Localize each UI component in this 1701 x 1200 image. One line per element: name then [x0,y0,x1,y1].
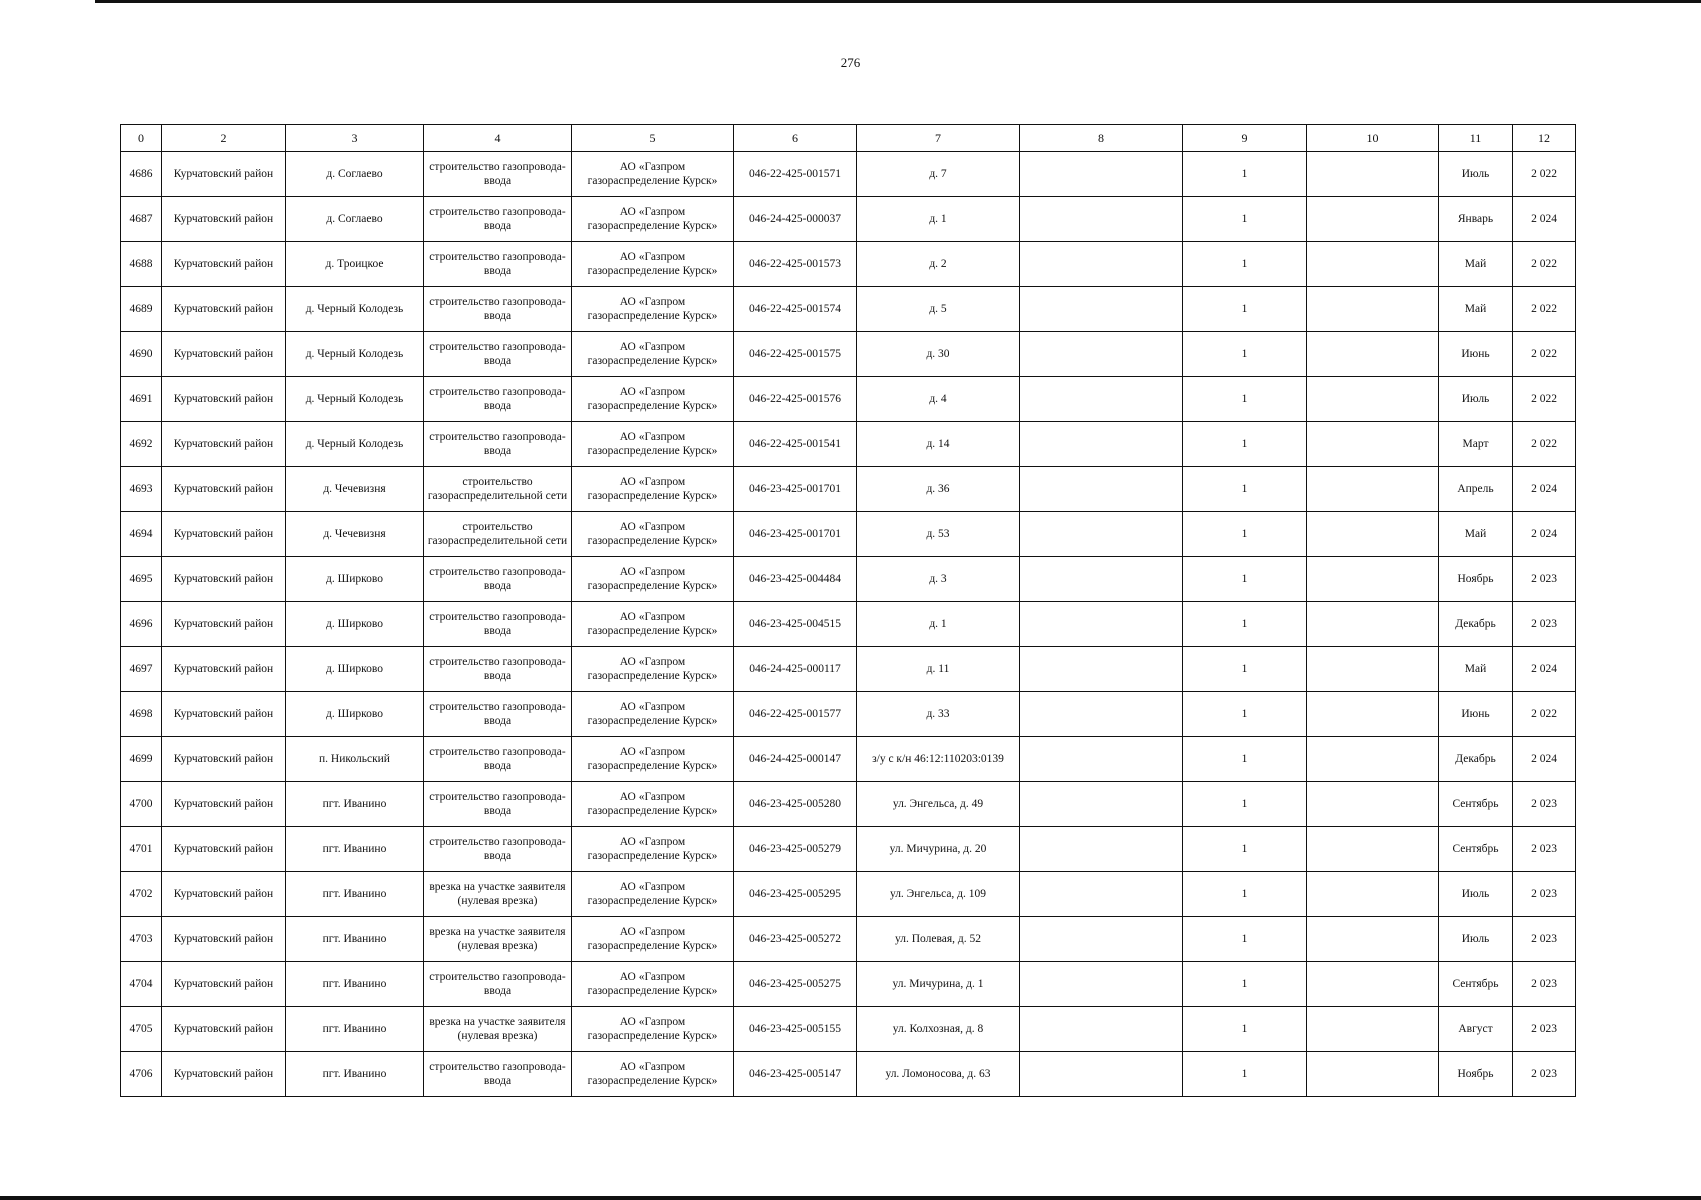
cell-application-number: 046-22-425-001576 [734,377,857,422]
cell-work-type: строительство газопровода-ввода [424,152,572,197]
table-row [121,827,1576,872]
cell-year: 2 023 [1513,962,1576,1007]
cell-settlement: д. Троицкое [286,242,424,287]
cell-address: ул. Колхозная, д. 8 [857,1007,1020,1052]
table-row [121,287,1576,332]
cell-work-type: строительство газопровода-ввода [424,962,572,1007]
cell-organization: АО «Газпром газораспределение Курск» [572,692,734,737]
cell-work-type: строительство газопровода-ввода [424,197,572,242]
cell-col-10 [1307,197,1439,242]
cell-district: Курчатовский район [162,1007,286,1052]
table-row [121,377,1576,422]
cell-col-8 [1020,872,1183,917]
cell-row-number: 4691 [121,377,162,422]
cell-col-10 [1307,377,1439,422]
cell-row-number: 4705 [121,1007,162,1052]
cell-col-10 [1307,692,1439,737]
cell-month: Июль [1439,377,1513,422]
cell-col-10 [1307,287,1439,332]
cell-quantity: 1 [1183,1007,1307,1052]
cell-settlement: пгт. Иванино [286,782,424,827]
scan-edge-bottom [0,1196,1701,1200]
cell-settlement: пгт. Иванино [286,962,424,1007]
table-row [121,197,1576,242]
cell-district: Курчатовский район [162,872,286,917]
column-header: 6 [734,125,857,152]
cell-address: д. 1 [857,197,1020,242]
cell-address: д. 14 [857,422,1020,467]
table-body [121,152,1576,1097]
cell-year: 2 023 [1513,782,1576,827]
cell-application-number: 046-22-425-001575 [734,332,857,377]
cell-col-10 [1307,152,1439,197]
cell-month: Март [1439,422,1513,467]
cell-col-10 [1307,1052,1439,1097]
cell-work-type: строительство газопровода-ввода [424,737,572,782]
cell-col-10 [1307,647,1439,692]
cell-settlement: пгт. Иванино [286,1052,424,1097]
cell-col-8 [1020,782,1183,827]
cell-row-number: 4706 [121,1052,162,1097]
cell-month: Июль [1439,917,1513,962]
cell-quantity: 1 [1183,242,1307,287]
cell-organization: АО «Газпром газораспределение Курск» [572,287,734,332]
cell-organization: АО «Газпром газораспределение Курск» [572,872,734,917]
cell-district: Курчатовский район [162,332,286,377]
cell-col-8 [1020,557,1183,602]
cell-month: Июль [1439,872,1513,917]
table-row [121,1052,1576,1097]
cell-settlement: пгт. Иванино [286,827,424,872]
page-number: 276 [840,55,861,70]
cell-month: Июнь [1439,332,1513,377]
cell-year: 2 022 [1513,692,1576,737]
cell-col-10 [1307,737,1439,782]
cell-quantity: 1 [1183,647,1307,692]
cell-application-number: 046-24-425-000117 [734,647,857,692]
cell-quantity: 1 [1183,1052,1307,1097]
cell-settlement: д. Черный Колодезь [286,422,424,467]
cell-organization: АО «Газпром газораспределение Курск» [572,197,734,242]
cell-application-number: 046-22-425-001577 [734,692,857,737]
cell-organization: АО «Газпром газораспределение Курск» [572,737,734,782]
column-header: 0 [121,125,162,152]
cell-application-number: 046-23-425-005295 [734,872,857,917]
cell-quantity: 1 [1183,377,1307,422]
cell-organization: АО «Газпром газораспределение Курск» [572,602,734,647]
table-row [121,467,1576,512]
cell-address: д. 1 [857,602,1020,647]
cell-application-number: 046-24-425-000147 [734,737,857,782]
cell-organization: АО «Газпром газораспределение Курск» [572,242,734,287]
cell-quantity: 1 [1183,692,1307,737]
cell-col-10 [1307,467,1439,512]
cell-col-8 [1020,827,1183,872]
table-row [121,872,1576,917]
cell-col-10 [1307,827,1439,872]
cell-organization: АО «Газпром газораспределение Курск» [572,467,734,512]
table-row [121,737,1576,782]
cell-month: Сентябрь [1439,827,1513,872]
cell-district: Курчатовский район [162,197,286,242]
table-row [121,602,1576,647]
cell-quantity: 1 [1183,467,1307,512]
cell-row-number: 4695 [121,557,162,602]
cell-application-number: 046-23-425-005275 [734,962,857,1007]
cell-district: Курчатовский район [162,377,286,422]
cell-district: Курчатовский район [162,242,286,287]
cell-row-number: 4704 [121,962,162,1007]
cell-organization: АО «Газпром газораспределение Курск» [572,512,734,557]
cell-settlement: п. Никольский [286,737,424,782]
cell-settlement: д. Соглаево [286,152,424,197]
cell-work-type: строительство газопровода-ввода [424,422,572,467]
cell-district: Курчатовский район [162,512,286,557]
cell-row-number: 4692 [121,422,162,467]
cell-quantity: 1 [1183,782,1307,827]
table-row [121,332,1576,377]
cell-col-8 [1020,962,1183,1007]
cell-year: 2 024 [1513,197,1576,242]
cell-year: 2 022 [1513,332,1576,377]
cell-application-number: 046-23-425-001701 [734,512,857,557]
cell-address: ул. Энгельса, д. 109 [857,872,1020,917]
cell-district: Курчатовский район [162,1052,286,1097]
cell-quantity: 1 [1183,152,1307,197]
cell-row-number: 4686 [121,152,162,197]
cell-col-10 [1307,512,1439,557]
cell-year: 2 024 [1513,647,1576,692]
cell-work-type: строительство газопровода-ввода [424,1052,572,1097]
cell-district: Курчатовский район [162,962,286,1007]
cell-application-number: 046-23-425-005280 [734,782,857,827]
cell-month: Ноябрь [1439,1052,1513,1097]
table-row [121,1007,1576,1052]
column-header: 2 [162,125,286,152]
cell-work-type: строительство газопровода-ввода [424,377,572,422]
cell-application-number: 046-22-425-001574 [734,287,857,332]
cell-district: Курчатовский район [162,647,286,692]
cell-settlement: д. Чечевизня [286,467,424,512]
cell-organization: АО «Газпром газораспределение Курск» [572,377,734,422]
cell-row-number: 4700 [121,782,162,827]
cell-organization: АО «Газпром газораспределение Курск» [572,827,734,872]
cell-col-10 [1307,782,1439,827]
cell-quantity: 1 [1183,602,1307,647]
cell-organization: АО «Газпром газораспределение Курск» [572,422,734,467]
cell-address: ул. Энгельса, д. 49 [857,782,1020,827]
cell-settlement: д. Черный Колодезь [286,287,424,332]
cell-district: Курчатовский район [162,782,286,827]
cell-col-10 [1307,917,1439,962]
cell-col-10 [1307,332,1439,377]
cell-month: Май [1439,647,1513,692]
cell-year: 2 022 [1513,377,1576,422]
cell-quantity: 1 [1183,827,1307,872]
cell-quantity: 1 [1183,422,1307,467]
column-header: 8 [1020,125,1183,152]
table-row [121,242,1576,287]
cell-month: Ноябрь [1439,557,1513,602]
cell-district: Курчатовский район [162,287,286,332]
cell-address: д. 11 [857,647,1020,692]
column-header: 9 [1183,125,1307,152]
cell-address: ул. Мичурина, д. 20 [857,827,1020,872]
cell-settlement: д. Черный Колодезь [286,332,424,377]
cell-settlement: пгт. Иванино [286,872,424,917]
cell-year: 2 023 [1513,827,1576,872]
register-table [120,124,1576,1097]
cell-col-8 [1020,377,1183,422]
cell-col-8 [1020,332,1183,377]
cell-year: 2 024 [1513,512,1576,557]
column-header: 10 [1307,125,1439,152]
cell-month: Май [1439,287,1513,332]
cell-district: Курчатовский район [162,602,286,647]
cell-col-8 [1020,737,1183,782]
cell-application-number: 046-23-425-004484 [734,557,857,602]
cell-organization: АО «Газпром газораспределение Курск» [572,647,734,692]
cell-address: д. 33 [857,692,1020,737]
cell-application-number: 046-24-425-000037 [734,197,857,242]
cell-district: Курчатовский район [162,917,286,962]
cell-organization: АО «Газпром газораспределение Курск» [572,782,734,827]
cell-year: 2 024 [1513,467,1576,512]
cell-month: Май [1439,242,1513,287]
cell-organization: АО «Газпром газораспределение Курск» [572,1052,734,1097]
cell-col-8 [1020,692,1183,737]
cell-col-10 [1307,872,1439,917]
cell-month: Сентябрь [1439,782,1513,827]
cell-address: ул. Ломоносова, д. 63 [857,1052,1020,1097]
column-header: 7 [857,125,1020,152]
cell-district: Курчатовский район [162,467,286,512]
cell-work-type: строительство газопровода-ввода [424,287,572,332]
cell-row-number: 4687 [121,197,162,242]
cell-row-number: 4688 [121,242,162,287]
cell-col-8 [1020,242,1183,287]
cell-col-8 [1020,422,1183,467]
cell-year: 2 022 [1513,242,1576,287]
table-row [121,692,1576,737]
cell-organization: АО «Газпром газораспределение Курск» [572,917,734,962]
table-row [121,647,1576,692]
cell-year: 2 024 [1513,737,1576,782]
cell-application-number: 046-22-425-001573 [734,242,857,287]
cell-quantity: 1 [1183,287,1307,332]
table-row [121,152,1576,197]
cell-work-type: врезка на участке заявителя (нулевая врезка) [424,917,572,962]
cell-settlement: д. Соглаево [286,197,424,242]
cell-year: 2 023 [1513,1052,1576,1097]
cell-settlement: д. Ширково [286,557,424,602]
cell-col-8 [1020,917,1183,962]
cell-col-8 [1020,602,1183,647]
cell-year: 2 023 [1513,1007,1576,1052]
cell-application-number: 046-23-425-005279 [734,827,857,872]
cell-organization: АО «Газпром газораспределение Курск» [572,332,734,377]
cell-application-number: 046-22-425-001541 [734,422,857,467]
cell-address: д. 4 [857,377,1020,422]
cell-month: Май [1439,512,1513,557]
cell-address: д. 2 [857,242,1020,287]
column-header: 4 [424,125,572,152]
cell-row-number: 4698 [121,692,162,737]
cell-work-type: врезка на участке заявителя (нулевая врезка) [424,1007,572,1052]
cell-col-8 [1020,467,1183,512]
cell-work-type: врезка на участке заявителя (нулевая врезка) [424,872,572,917]
cell-col-8 [1020,647,1183,692]
cell-address: д. 7 [857,152,1020,197]
header-row [121,125,1576,152]
cell-district: Курчатовский район [162,737,286,782]
cell-row-number: 4699 [121,737,162,782]
cell-district: Курчатовский район [162,152,286,197]
cell-col-8 [1020,287,1183,332]
table-row [121,782,1576,827]
cell-year: 2 023 [1513,917,1576,962]
cell-district: Курчатовский район [162,827,286,872]
cell-settlement: пгт. Иванино [286,917,424,962]
cell-application-number: 046-23-425-001701 [734,467,857,512]
cell-district: Курчатовский район [162,422,286,467]
cell-settlement: д. Ширково [286,602,424,647]
cell-settlement: пгт. Иванино [286,1007,424,1052]
cell-col-10 [1307,422,1439,467]
cell-month: Январь [1439,197,1513,242]
cell-quantity: 1 [1183,872,1307,917]
cell-row-number: 4689 [121,287,162,332]
cell-address: д. 3 [857,557,1020,602]
cell-month: Декабрь [1439,737,1513,782]
cell-settlement: д. Ширково [286,647,424,692]
table-row [121,422,1576,467]
cell-year: 2 023 [1513,602,1576,647]
cell-col-8 [1020,1052,1183,1097]
cell-col-8 [1020,1007,1183,1052]
cell-row-number: 4697 [121,647,162,692]
cell-col-8 [1020,512,1183,557]
cell-settlement: д. Ширково [286,692,424,737]
cell-year: 2 022 [1513,422,1576,467]
cell-address: д. 53 [857,512,1020,557]
cell-quantity: 1 [1183,332,1307,377]
cell-year: 2 022 [1513,287,1576,332]
cell-month: Декабрь [1439,602,1513,647]
cell-organization: АО «Газпром газораспределение Курск» [572,152,734,197]
cell-quantity: 1 [1183,917,1307,962]
cell-row-number: 4701 [121,827,162,872]
cell-col-8 [1020,152,1183,197]
cell-work-type: строительство газопровода-ввода [424,242,572,287]
cell-address: д. 36 [857,467,1020,512]
cell-row-number: 4702 [121,872,162,917]
cell-quantity: 1 [1183,962,1307,1007]
cell-col-8 [1020,197,1183,242]
table-row [121,917,1576,962]
column-header: 11 [1439,125,1513,152]
cell-application-number: 046-23-425-004515 [734,602,857,647]
cell-row-number: 4690 [121,332,162,377]
column-header: 5 [572,125,734,152]
cell-work-type: строительство газопровода-ввода [424,557,572,602]
table-row [121,962,1576,1007]
cell-address: д. 5 [857,287,1020,332]
cell-row-number: 4703 [121,917,162,962]
cell-work-type: строительство газопровода-ввода [424,782,572,827]
cell-col-10 [1307,602,1439,647]
cell-address: ул. Мичурина, д. 1 [857,962,1020,1007]
cell-month: Июнь [1439,692,1513,737]
table-row [121,557,1576,602]
cell-col-10 [1307,1007,1439,1052]
cell-col-10 [1307,557,1439,602]
cell-district: Курчатовский район [162,692,286,737]
cell-work-type: строительство газораспределительной сети [424,467,572,512]
cell-row-number: 4693 [121,467,162,512]
cell-organization: АО «Газпром газораспределение Курск» [572,962,734,1007]
cell-district: Курчатовский район [162,557,286,602]
cell-month: Апрель [1439,467,1513,512]
cell-month: Июль [1439,152,1513,197]
cell-row-number: 4694 [121,512,162,557]
cell-quantity: 1 [1183,557,1307,602]
cell-application-number: 046-23-425-005147 [734,1052,857,1097]
column-header: 3 [286,125,424,152]
cell-quantity: 1 [1183,512,1307,557]
cell-address: д. 30 [857,332,1020,377]
cell-work-type: строительство газопровода-ввода [424,692,572,737]
column-header: 12 [1513,125,1576,152]
cell-address: з/у с к/н 46:12:110203:0139 [857,737,1020,782]
cell-year: 2 023 [1513,872,1576,917]
cell-row-number: 4696 [121,602,162,647]
cell-settlement: д. Чечевизня [286,512,424,557]
cell-work-type: строительство газопровода-ввода [424,647,572,692]
cell-settlement: д. Черный Колодезь [286,377,424,422]
cell-quantity: 1 [1183,197,1307,242]
cell-col-10 [1307,242,1439,287]
cell-month: Сентябрь [1439,962,1513,1007]
cell-year: 2 023 [1513,557,1576,602]
cell-year: 2 022 [1513,152,1576,197]
cell-work-type: строительство газораспределительной сети [424,512,572,557]
cell-quantity: 1 [1183,737,1307,782]
cell-work-type: строительство газопровода-ввода [424,332,572,377]
cell-application-number: 046-23-425-005155 [734,1007,857,1052]
cell-application-number: 046-23-425-005272 [734,917,857,962]
cell-organization: АО «Газпром газораспределение Курск» [572,557,734,602]
cell-address: ул. Полевая, д. 52 [857,917,1020,962]
cell-application-number: 046-22-425-001571 [734,152,857,197]
scan-edge-top [95,0,1701,3]
cell-work-type: строительство газопровода-ввода [424,602,572,647]
table-row [121,512,1576,557]
cell-organization: АО «Газпром газораспределение Курск» [572,1007,734,1052]
cell-month: Август [1439,1007,1513,1052]
cell-work-type: строительство газопровода-ввода [424,827,572,872]
cell-col-10 [1307,962,1439,1007]
